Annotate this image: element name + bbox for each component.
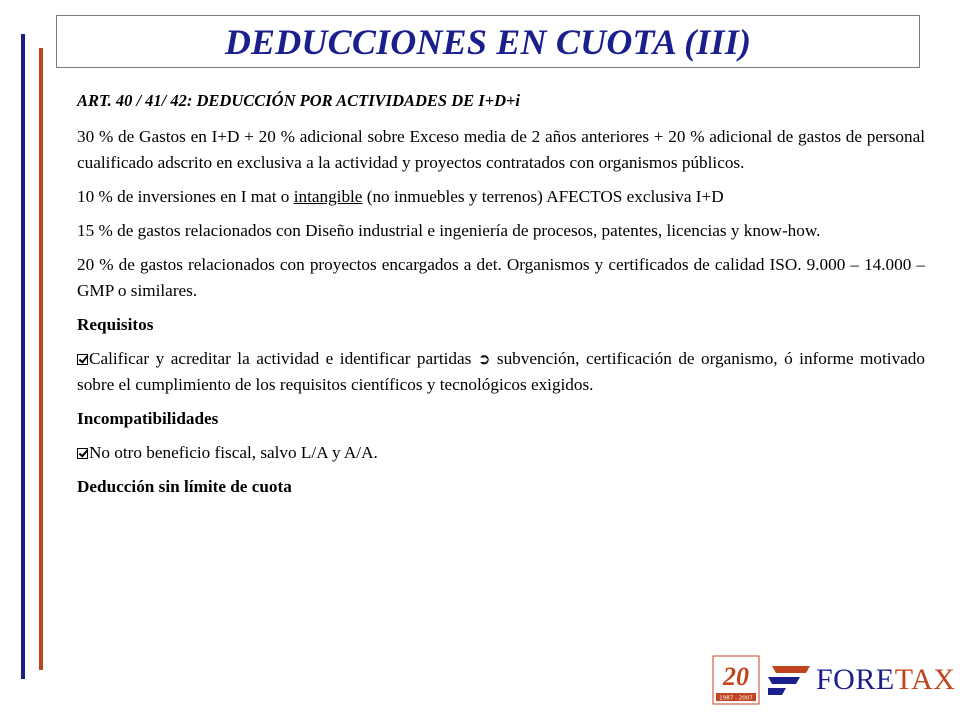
underlined-intangible: intangible [293, 187, 363, 206]
slide-content [77, 88, 925, 508]
left-red-bar [39, 48, 43, 670]
requisitos-item [77, 346, 925, 398]
foretax-logo [712, 655, 956, 705]
page-title: DEDUCCIONES EN CUOTA (III) [224, 21, 752, 62]
heading-incompatibilidades: Incompatibilidades [77, 409, 219, 428]
heading-requisitos: Requisitos [77, 315, 154, 334]
foretax-f-mark-icon [766, 663, 812, 697]
paragraph-investments [77, 184, 925, 210]
closing-statement: Deducción sin límite de cuota [77, 477, 292, 496]
brand-main: FORE [816, 663, 895, 696]
checkbox-checked-icon [77, 354, 88, 365]
seal-number: 20 [723, 662, 749, 691]
foretax-wordmark [816, 661, 955, 699]
incompatibilidades-item [77, 440, 925, 466]
requisitos-item-start: Calificar y acreditar la actividad e identificar partidas [89, 349, 478, 368]
seal-years: 1987 - 2007 [719, 695, 753, 702]
paragraph-investments-end: (no inmuebles y terrenos) AFECTOS exclusiva I+D [362, 187, 724, 206]
article-subtitle: ART. 40 / 41/ 42: DEDUCCIÓN POR ACTIVIDADES DE I+D+i [77, 91, 520, 110]
paragraph-rd-expenses: 30 % de Gastos en I+D + 20 % adicional sobre Exceso media de 2 años anteriores + 20 % adicional de gastos de personal cualificado adscrito en exclusiva a la actividad y proyectos contratados con organismos públicos. [77, 127, 925, 172]
brand-accent: TAX [894, 663, 956, 696]
anniversary-seal-icon [712, 655, 760, 705]
paragraph-projects-iso: 20 % de gastos relacionados con proyectos encargados a det. Organismos y certificados de calidad ISO. 9.000 – 14.000 – GMP o similares. [77, 255, 925, 300]
paragraph-investments-start: 10 % de inversiones en I mat o [77, 187, 294, 206]
left-blue-bar [21, 34, 25, 679]
curved-arrow-right-icon: ➲ [477, 350, 491, 368]
title-box [56, 15, 920, 68]
requisitos-item-end: subvención, certificación de organismo, ó informe motivado sobre el cumplimiento de los requisitos científicos y tecnológicos exigidos. [77, 349, 925, 394]
checkbox-checked-icon [77, 448, 88, 459]
paragraph-industrial-design: 15 % de gastos relacionados con Diseño industrial e ingeniería de procesos, patentes, licencias y know-how. [77, 221, 821, 240]
incompatibilidades-item-text: No otro beneficio fiscal, salvo L/A y A/A. [89, 443, 378, 462]
